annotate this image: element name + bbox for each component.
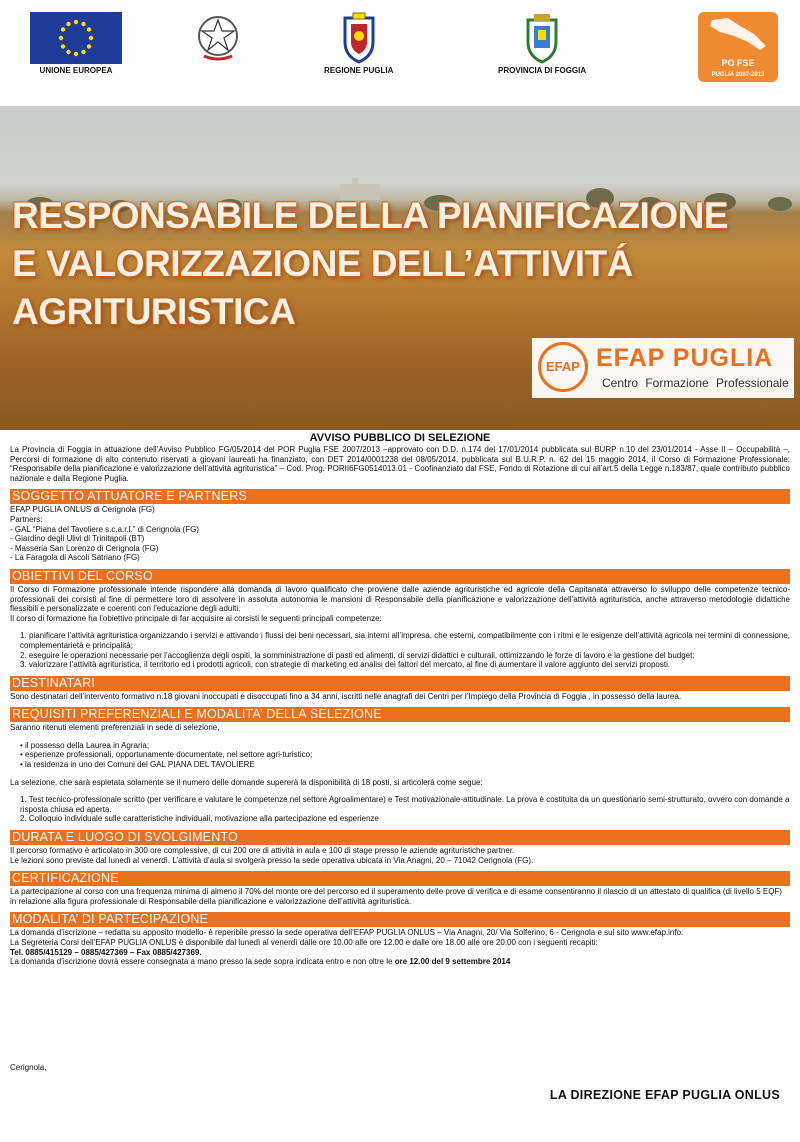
modalita-phones: Tel. 0885/415129 – 0885/427369 – Fax 0885/427369.	[10, 947, 202, 957]
pofse-label: PO FSE	[721, 58, 755, 68]
efap-circle-label: EFAP	[546, 359, 580, 374]
obiettivi-item: 1. pianificare l’attività agrituristica organizzando i servizi e attivando i flussi dei beni necessari, sia interni all’impresa, che esterni, compatibilmente con i ritmi e le esigenze dell’attività agricola nei termini di connessione, complementarietà e principalità;	[20, 631, 790, 650]
requisiti-bullet: • il possesso della Laurea in Agraria;	[20, 740, 150, 750]
footer-signature: LA DIREZIONE EFAP PUGLIA ONLUS	[549, 1088, 780, 1102]
requisiti-intro: Saranno ritenuti elementi preferenziali in sede di selezione,	[10, 723, 220, 733]
partner-item: - GAL “Piana del Tavoliere s.c.a.r.l.” di Cerignola (FG)	[10, 524, 199, 534]
avviso-text: La Provincia di Foggia in attuazione dell’Avviso Pubblico FG/05/2014 del POR Puglia FSE 2007/2013 –approvato con D.D. n.174 del 17/01/2014 pubblicata sul BURP n.10 del 23/01/2014 - Asse II – Occupabilità –, Percorsi di formazione di alto contenuto riservati a giovani laureati ha finanziato, con DET 2014/0001238 del 08/05/2014, pubblicata sul B.U.R.P. n. 62 del 15 maggio 2014, il Corso di Formazione Professionale: “Responsabile della pianificazione e valorizzazione dell’attività agrituristica” – Cod. Prog. PORII6FG0514013.01 - Coofinanziato dal FSE, Fondo di Rotazione di cui all’art.5 della Legge n.183/87, quale contributo pubblico nazionale e dalla Regione Puglia.	[10, 445, 790, 483]
section-heading-destinatari: DESTINATARI	[10, 676, 790, 692]
section-heading-obiettivi: OBIETTIVI DEL CORSO	[10, 569, 790, 585]
requisiti-step: 1. Test tecnico-professionale scritto (per verificare e valutare le competenze nel settore Agroalimentare) e Test motivazionale-attitudinale. La prova è costituita da un questionario semi-strutturato, ovvero con domande a risposta chiusa ed aperta.	[20, 795, 790, 814]
footer-city: Cerignola,	[10, 1063, 47, 1072]
section-heading-certificazione: CERTIFICAZIONE	[10, 871, 790, 887]
pofse-sub-label: PUGLIA 2007-2013	[711, 72, 765, 78]
puglia-map-icon	[698, 12, 778, 58]
notice-content	[10, 432, 790, 967]
foggia-logo	[498, 12, 586, 75]
section-obiettivi	[10, 585, 790, 670]
soggetto-line: EFAP PUGLIA ONLUS di Cerignola (FG)	[10, 505, 155, 515]
section-durata	[10, 846, 790, 865]
requisiti-step: 2. Colloquio individuale sulle caratteristiche individuali, motivazione alla partecipazione ed esperienze	[20, 814, 379, 824]
pofse-logo	[698, 12, 778, 82]
partner-item: - La Faragola di Ascoli Satriano (FG)	[10, 553, 140, 563]
pofse-badge	[698, 12, 778, 82]
partner-item: - Masseria San Lorenzo di Cerignola (FG)	[10, 543, 159, 553]
modalita-line: La Segreteria Corsi dell’EFAP PUGLIA ONLUS è disponibile dal lunedì al venerdì dalle ore 10.00 alle ore 12.00 e dalle ore 18.00 alle ore 20.00 con i seguenti recapiti:	[10, 938, 598, 947]
obiettivi-paragraph: Il corso di formazione ha l’obiettivo principale di far acquisire ai corsisti le seguenti principali competenze:	[10, 613, 382, 623]
italy-star-emblem-icon	[196, 12, 240, 64]
certificazione-text: La partecipazione al corso con una frequenza minima di almeno il 70% del monte ore del percorso ed il superamento delle prove di verifica e di esame consentiranno il rilascio di un attestato di qualifica (di livello 5 EQF) in relazione alla figura professionale di Responsabile della pianificazione e valorizzazione dell’attività agrituristica.	[10, 887, 782, 906]
puglia-shield-icon	[337, 12, 381, 64]
section-soggetto	[10, 505, 790, 563]
section-heading-durata: DURATA E LUOGO DI SVOLGIMENTO	[10, 830, 790, 846]
modalita-line: La domanda d’iscrizione – redatta su apposito modello- è reperibile presso la sede operativa dell’EFAP PUGLIA ONLUS – Via Anagni, 20/ Via Solferino, 6 - Cerignola e sul sito www.efap.info.	[10, 928, 684, 938]
section-requisiti	[10, 723, 790, 824]
puglia-label: REGIONE PUGLIA	[324, 66, 394, 75]
efap-logo	[532, 338, 794, 398]
course-title	[12, 192, 792, 336]
eu-flag-icon	[30, 12, 122, 64]
durata-line: Le lezioni sono previste dal lunedì al venerdì. L’attività d’aula si svolgerà presso la sede operativa ubicata in Via Anagni, 20 – 71042 Cerignola (FG).	[10, 855, 534, 865]
section-heading-modalita: MODALITA’ DI PARTECIPAZIONE	[10, 912, 790, 928]
requisiti-bullet: • la residenza in uno dei Comuni del GAL PIANA DEL TAVOLIERE	[20, 760, 255, 770]
section-heading-soggetto: SOGGETTO ATTUATORE E PARTNERS	[10, 489, 790, 505]
section-certificazione	[10, 887, 790, 906]
logo-strip	[0, 0, 800, 106]
modalita-deadline-date: ore 12.00 del 9 settembre 2014	[394, 957, 511, 967]
obiettivi-item: 2. eseguire le operazioni necessarie per l’accoglienza degli ospiti, la somministrazione di pasti ed alimenti, di servizi didattici e culturali, ottimizzando le forze di lavoro e la gestione del budget;	[20, 650, 695, 660]
destinatari-text: Sono destinatari dell’intervento formativo n.18 giovani inoccupati e disoccupati fino a 34 anni, iscritti nelle anagrafi dei Centri per l’Impiego della Provincia di Foggia , in possesso della laurea.	[10, 691, 682, 701]
hero-banner	[0, 106, 800, 430]
partners-label: Partners:	[10, 514, 43, 524]
course-title-line-1: RESPONSABILE DELLA PIANIFICAZIONE	[12, 195, 729, 236]
eu-logo	[30, 12, 122, 75]
efap-name: EFAP PUGLIA	[596, 344, 774, 372]
efap-tagline: Centro Formazione Professionale	[602, 376, 789, 390]
eu-label: UNIONE EUROPEA	[39, 66, 113, 75]
puglia-logo	[324, 12, 393, 75]
avviso-title: AVVISO PUBBLICO DI SELEZIONE	[309, 432, 491, 444]
obiettivi-item: 3. valorizzare l’attività agrituristica, il territorio ed i prodotti agricoli, con strategie di marketing ed analisi dei fattori del mercato, al fine di aumentare il valore aggiunto dei servizi proposti.	[20, 660, 671, 670]
course-title-line-3: AGRITURISTICA	[12, 291, 296, 332]
course-title-line-2: E VALORIZZAZIONE DELL’ATTIVITÁ	[12, 243, 633, 284]
requisiti-selezione: La selezione, che sarà espletata solamente se il numero delle domande supererà la disponibilità di 18 posti, si articolerà come segue:	[10, 777, 483, 787]
efap-circle-icon	[538, 342, 588, 392]
durata-line: Il percorso formativo è articolato in 300 ore complessive, di cui 200 ore di attività in aula e 100 di stage presso le aziende agrituristiche partner.	[10, 846, 515, 856]
partner-item: - Giardino degli Ulivi di Trinitapoli (BT)	[10, 534, 145, 544]
italy-emblem	[196, 12, 240, 69]
modalita-deadline-text: La domanda d’iscrizione dovrà essere consegnata a mano presso la sede sopra indicata entro e non oltre le	[10, 957, 395, 967]
requisiti-bullet: • esperienze professionali, opportunamente documentate, nel settore agri-turistico;	[20, 750, 313, 760]
section-modalita	[10, 928, 790, 966]
obiettivi-paragraph: Il Corso di Formazione professionale intende rispondere alla domanda di lavoro qualificato che proviene dalle aziende agrituristiche ed agricole della Capitanata attraverso lo sviluppo delle competenze tecnico-professionali dei corsisti al fine di permettere loro di assolvere in assoluta autonomia le mansioni di Responsabile della pianificazione e valorizzazione dell’attività agrituristica, anche attraverso metodologie didattiche flessibili e personalizzate e coerenti con l’educazione degli adulti.	[10, 584, 790, 614]
section-destinatari	[10, 692, 790, 702]
modalita-deadline	[10, 957, 790, 967]
foggia-shield-icon	[520, 12, 564, 64]
foggia-label: PROVINCIA DI FOGGIA	[498, 66, 587, 75]
section-heading-requisiti: REQUISITI PREFERENZIALI E MODALITA’ DELLA SELEZIONE	[10, 707, 790, 723]
